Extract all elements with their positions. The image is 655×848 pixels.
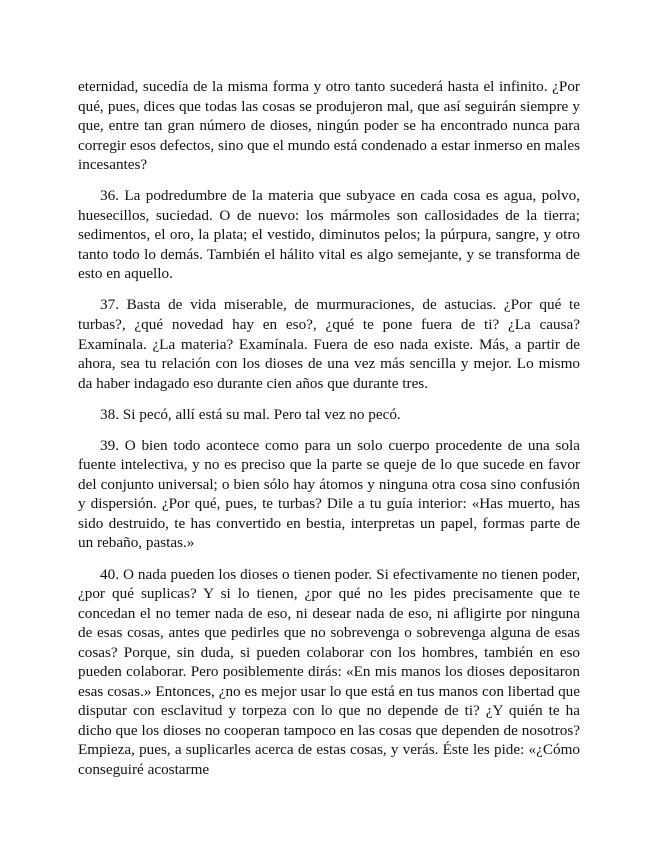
paragraph-continuation: eternidad, sucedía de la misma forma y otro tanto sucederá hasta el infinito. ¿Por qué, pues, dices que todas las cosas se produjeron mal, que así seguirán siempre y que, entre tan gran número de dioses, ningún poder se ha encontrado nunca para corregir esos defectos, sino que el mundo está condenado a estar inmerso en males incesantes?: [78, 78, 580, 174]
paragraph-38: 38. Si pecó, allí está su mal. Pero tal vez no pecó.: [100, 405, 401, 423]
paragraph-36: 36. La podredumbre de la materia que subyace en cada cosa es agua, polvo, huesecillos, suciedad. O de nuevo: los mármoles son callosidades de la tierra; sedimentos, el oro, la plata; el vestido, diminutos pelos; la púrpura, sangre, y otro tanto todo lo demás. También el hálito vital es algo semejante, y se transforma de esto en aquello.: [78, 187, 580, 283]
paragraph-39: 39. O bien todo acontece como para un solo cuerpo procedente de una sola fuente intelectiva, y no es preciso que la parte se queje de lo que sucede en favor del conjunto universal; o bien sólo hay átomos y ninguna otra cosa sino confusión y dispersión. ¿Por qué, pues, te turbas? Dile a tu guía interior: «Has muerto, has sido destruido, te has convertido en bestia, interpretas un papel, formas parte de un rebaño, pastas.»: [78, 436, 580, 552]
document-page: [78, 77, 580, 791]
paragraph-37: 37. Basta de vida miserable, de murmuraciones, de astucias. ¿Por qué te turbas?, ¿qué novedad hay en eso?, ¿qué te pone fuera de ti? ¿La causa? Examínala. ¿La materia? Examínala. Fuera de eso nada existe. Más, a partir de ahora, sea tu relación con los dioses de una vez más sencilla y mejor. Lo mismo da haber indagado eso durante cien años que durante tres.: [78, 296, 580, 392]
paragraph-40: 40. O nada pueden los dioses o tienen poder. Si efectivamente no tienen poder, ¿por qué suplicas? Y si lo tienen, ¿por qué no les pides precisamente que te concedan el no temer nada de eso, ni desear nada de eso, ni afligirte por ninguna de esas cosas, antes que pedirles que no sobrevenga o sobrevenga alguna de esas cosas? Porque, sin duda, si pueden colaborar con los hombres, también en eso pueden colaborar. Pero posiblemente dirás: «En mis manos los dioses depositaron esas cosas.» Entonces, ¿no es mejor usar lo que está en tus manos con libertad que disputar con esclavitud y torpeza con lo que no depende de ti? ¿Y quién te ha dicho que los dioses no cooperan tampoco en las cosas que dependen de nosotros? Empieza, pues, a suplicarles acerca de estas cosas, y verás. Éste les pide: «¿Cómo conseguiré acostarme: [78, 565, 580, 778]
